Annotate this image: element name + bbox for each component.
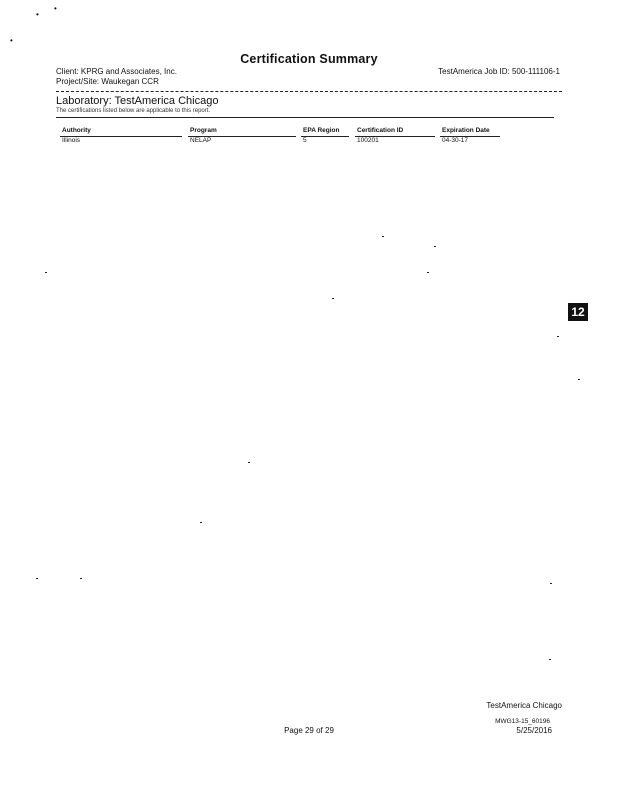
- table-header-rule: [301, 136, 349, 137]
- cell-program: NELAP: [190, 137, 212, 144]
- scan-speck: [332, 298, 334, 299]
- header-rule: [56, 91, 562, 92]
- cell-epa-region: 5: [303, 137, 307, 144]
- cell-expiration-date: 04-30-17: [442, 137, 469, 144]
- scan-speck: [550, 583, 552, 584]
- scan-speck: [427, 272, 429, 273]
- project-site: Project/Site: Waukegan CCR: [56, 77, 159, 86]
- section-tab: 12: [568, 303, 588, 321]
- column-header-program: Program: [190, 127, 217, 134]
- column-header-expiration-date: Expiration Date: [442, 127, 490, 134]
- cell-certification-id: 100201: [357, 137, 379, 144]
- scan-speck: [382, 236, 384, 237]
- column-header-authority: Authority: [62, 127, 91, 134]
- page-title: Certification Summary: [240, 52, 378, 66]
- scan-speck: [578, 379, 580, 380]
- laboratory-name: Laboratory: TestAmerica Chicago: [56, 95, 219, 107]
- scan-speck: [549, 659, 551, 660]
- column-header-certification-id: Certification ID: [357, 127, 404, 134]
- footer-document-code: MWG13-15_60196: [495, 718, 550, 725]
- scan-speck: [36, 578, 38, 579]
- client-line: Client: KPRG and Associates, Inc.: [56, 67, 177, 76]
- scan-speck: [557, 336, 559, 337]
- scan-mark: •: [54, 4, 57, 13]
- footer-date: 5/25/2016: [516, 726, 552, 735]
- page-number: Page 29 of 29: [284, 726, 334, 735]
- column-header-epa-region: EPA Region: [303, 127, 340, 134]
- scan-mark: •: [10, 36, 13, 45]
- laboratory-note: The certifications listed below are applicable to this report.: [56, 108, 211, 114]
- job-id: TestAmerica Job ID: 500-111106-1: [438, 67, 560, 76]
- cell-authority: Illinois: [62, 137, 81, 144]
- scan-speck: [45, 272, 47, 273]
- scan-speck: [200, 522, 202, 523]
- footer-lab-name: TestAmerica Chicago: [486, 701, 562, 710]
- scan-speck: [80, 578, 82, 579]
- scan-mark: •: [36, 10, 39, 19]
- laboratory-rule: [56, 117, 554, 118]
- scan-speck: [248, 462, 250, 463]
- scan-speck: [434, 246, 436, 247]
